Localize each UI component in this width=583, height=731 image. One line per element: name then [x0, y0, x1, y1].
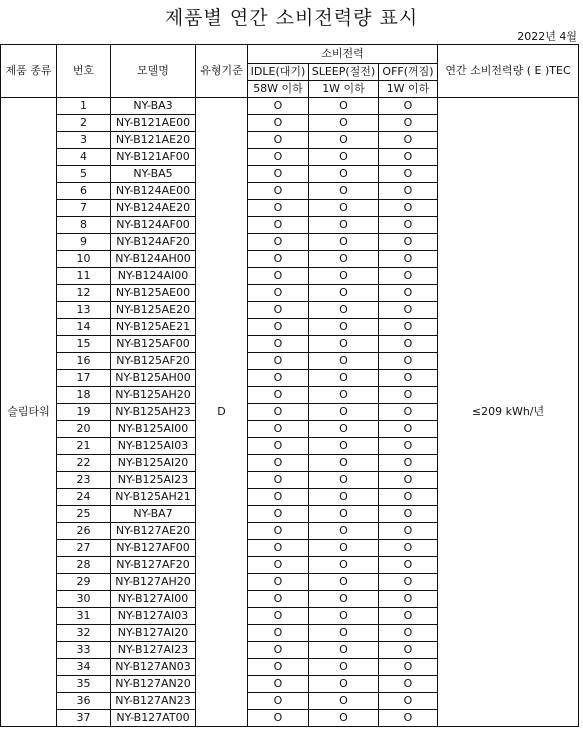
- sleep-compliance-mark: O: [309, 200, 379, 217]
- row-number: 2: [57, 115, 111, 132]
- sleep-compliance-mark: O: [309, 421, 379, 438]
- row-number: 34: [57, 659, 111, 676]
- idle-compliance-mark: O: [248, 319, 309, 336]
- model-name: NY-B127AI23: [111, 642, 196, 659]
- sleep-compliance-mark: O: [309, 472, 379, 489]
- model-name: NY-B125AH20: [111, 387, 196, 404]
- row-number: 29: [57, 574, 111, 591]
- off-compliance-mark: O: [379, 642, 438, 659]
- sleep-compliance-mark: O: [309, 285, 379, 302]
- off-compliance-mark: O: [379, 98, 438, 115]
- row-number: 26: [57, 523, 111, 540]
- idle-compliance-mark: O: [248, 540, 309, 557]
- sleep-compliance-mark: O: [309, 387, 379, 404]
- off-compliance-mark: O: [379, 149, 438, 166]
- row-number: 4: [57, 149, 111, 166]
- model-name: NY-B125AH21: [111, 489, 196, 506]
- off-compliance-mark: O: [379, 710, 438, 727]
- off-compliance-mark: O: [379, 370, 438, 387]
- idle-compliance-mark: O: [248, 370, 309, 387]
- row-number: 32: [57, 625, 111, 642]
- row-number: 16: [57, 353, 111, 370]
- row-number: 18: [57, 387, 111, 404]
- model-name: NY-B125AI00: [111, 421, 196, 438]
- off-compliance-mark: O: [379, 166, 438, 183]
- sleep-compliance-mark: O: [309, 319, 379, 336]
- off-compliance-mark: O: [379, 115, 438, 132]
- row-number: 22: [57, 455, 111, 472]
- off-compliance-mark: O: [379, 574, 438, 591]
- idle-compliance-mark: O: [248, 455, 309, 472]
- page-title: 제품별 연간 소비전력량 표시: [164, 7, 419, 29]
- model-name: NY-B125AI20: [111, 455, 196, 472]
- idle-compliance-mark: O: [248, 489, 309, 506]
- off-compliance-mark: O: [379, 302, 438, 319]
- row-number: 6: [57, 183, 111, 200]
- row-number: 27: [57, 540, 111, 557]
- model-name: NY-B127AH20: [111, 574, 196, 591]
- row-number: 8: [57, 217, 111, 234]
- header-idle-limit: 58W 이하: [248, 81, 309, 98]
- idle-compliance-mark: O: [248, 608, 309, 625]
- model-name: NY-B124AE20: [111, 200, 196, 217]
- model-name: NY-B125AI23: [111, 472, 196, 489]
- sleep-compliance-mark: O: [309, 676, 379, 693]
- idle-compliance-mark: O: [248, 676, 309, 693]
- model-name: NY-B127AF00: [111, 540, 196, 557]
- row-number: 35: [57, 676, 111, 693]
- off-compliance-mark: O: [379, 200, 438, 217]
- model-name: NY-B127AN20: [111, 676, 196, 693]
- model-name: NY-B125AI03: [111, 438, 196, 455]
- sleep-compliance-mark: O: [309, 523, 379, 540]
- sleep-compliance-mark: O: [309, 506, 379, 523]
- idle-compliance-mark: O: [248, 472, 309, 489]
- row-number: 19: [57, 404, 111, 421]
- off-compliance-mark: O: [379, 353, 438, 370]
- off-compliance-mark: O: [379, 625, 438, 642]
- off-compliance-mark: O: [379, 455, 438, 472]
- idle-compliance-mark: O: [248, 251, 309, 268]
- idle-compliance-mark: O: [248, 302, 309, 319]
- row-number: 31: [57, 608, 111, 625]
- model-name: NY-B127AI00: [111, 591, 196, 608]
- off-compliance-mark: O: [379, 591, 438, 608]
- model-name: NY-B121AE20: [111, 132, 196, 149]
- row-number: 5: [57, 166, 111, 183]
- row-number: 1: [57, 98, 111, 115]
- idle-compliance-mark: O: [248, 710, 309, 727]
- idle-compliance-mark: O: [248, 166, 309, 183]
- row-number: 25: [57, 506, 111, 523]
- idle-compliance-mark: O: [248, 98, 309, 115]
- idle-compliance-mark: O: [248, 523, 309, 540]
- row-number: 14: [57, 319, 111, 336]
- model-name: NY-B125AE00: [111, 285, 196, 302]
- sleep-compliance-mark: O: [309, 625, 379, 642]
- row-number: 9: [57, 234, 111, 251]
- model-name: NY-B124AF00: [111, 217, 196, 234]
- model-name: NY-B125AE21: [111, 319, 196, 336]
- idle-compliance-mark: O: [248, 387, 309, 404]
- off-compliance-mark: O: [379, 506, 438, 523]
- annual-tec-cell: ≤209 kWh/년: [438, 98, 579, 727]
- off-compliance-mark: O: [379, 608, 438, 625]
- off-compliance-mark: O: [379, 217, 438, 234]
- header-annual-tec: 연간 소비전력량 ( E )TEC: [438, 45, 579, 98]
- idle-compliance-mark: O: [248, 353, 309, 370]
- idle-compliance-mark: O: [248, 625, 309, 642]
- sleep-compliance-mark: O: [309, 302, 379, 319]
- model-name: NY-BA3: [111, 98, 196, 115]
- row-number: 17: [57, 370, 111, 387]
- model-name: NY-B124AH00: [111, 251, 196, 268]
- model-name: NY-B127AI03: [111, 608, 196, 625]
- sleep-compliance-mark: O: [309, 166, 379, 183]
- model-name: NY-B121AF00: [111, 149, 196, 166]
- sleep-compliance-mark: O: [309, 115, 379, 132]
- header-off-limit: 1W 이하: [379, 81, 438, 98]
- model-name: NY-BA5: [111, 166, 196, 183]
- idle-compliance-mark: O: [248, 557, 309, 574]
- type-standard-cell: D: [196, 98, 248, 727]
- idle-compliance-mark: O: [248, 438, 309, 455]
- row-number: 7: [57, 200, 111, 217]
- model-name: NY-B127AT00: [111, 710, 196, 727]
- idle-compliance-mark: O: [248, 183, 309, 200]
- off-compliance-mark: O: [379, 285, 438, 302]
- off-compliance-mark: O: [379, 251, 438, 268]
- idle-compliance-mark: O: [248, 115, 309, 132]
- off-compliance-mark: O: [379, 387, 438, 404]
- idle-compliance-mark: O: [248, 149, 309, 166]
- idle-compliance-mark: O: [248, 421, 309, 438]
- sleep-compliance-mark: O: [309, 98, 379, 115]
- idle-compliance-mark: O: [248, 574, 309, 591]
- header-sleep-limit: 1W 이하: [309, 81, 379, 98]
- idle-compliance-mark: O: [248, 591, 309, 608]
- sleep-compliance-mark: O: [309, 370, 379, 387]
- off-compliance-mark: O: [379, 336, 438, 353]
- header-product-type: 제품 종류: [1, 45, 57, 98]
- power-consumption-table: [0, 44, 579, 727]
- model-name: NY-B125AE20: [111, 302, 196, 319]
- sleep-compliance-mark: O: [309, 251, 379, 268]
- off-compliance-mark: O: [379, 268, 438, 285]
- sleep-compliance-mark: O: [309, 455, 379, 472]
- model-name: NY-B124AF20: [111, 234, 196, 251]
- model-name: NY-B127AN03: [111, 659, 196, 676]
- off-compliance-mark: O: [379, 676, 438, 693]
- off-compliance-mark: O: [379, 557, 438, 574]
- idle-compliance-mark: O: [248, 642, 309, 659]
- sleep-compliance-mark: O: [309, 268, 379, 285]
- off-compliance-mark: O: [379, 421, 438, 438]
- model-name: NY-B124AE00: [111, 183, 196, 200]
- row-number: 15: [57, 336, 111, 353]
- header-sleep: SLEEP(절전): [309, 64, 379, 81]
- header-off: OFF(꺼짐): [379, 64, 438, 81]
- idle-compliance-mark: O: [248, 217, 309, 234]
- off-compliance-mark: O: [379, 540, 438, 557]
- off-compliance-mark: O: [379, 404, 438, 421]
- off-compliance-mark: O: [379, 523, 438, 540]
- row-number: 12: [57, 285, 111, 302]
- sleep-compliance-mark: O: [309, 540, 379, 557]
- sleep-compliance-mark: O: [309, 217, 379, 234]
- sleep-compliance-mark: O: [309, 608, 379, 625]
- row-number: 21: [57, 438, 111, 455]
- model-name: NY-B125AH00: [111, 370, 196, 387]
- sleep-compliance-mark: O: [309, 336, 379, 353]
- model-name: NY-B121AE00: [111, 115, 196, 132]
- sleep-compliance-mark: O: [309, 591, 379, 608]
- row-number: 28: [57, 557, 111, 574]
- model-name: NY-B125AH23: [111, 404, 196, 421]
- row-number: 20: [57, 421, 111, 438]
- idle-compliance-mark: O: [248, 200, 309, 217]
- sleep-compliance-mark: O: [309, 404, 379, 421]
- off-compliance-mark: O: [379, 234, 438, 251]
- sleep-compliance-mark: O: [309, 693, 379, 710]
- sleep-compliance-mark: O: [309, 642, 379, 659]
- header-type-standard: 유형기준: [196, 45, 248, 98]
- row-number: 10: [57, 251, 111, 268]
- model-name: NY-B124AI00: [111, 268, 196, 285]
- row-number: 3: [57, 132, 111, 149]
- header-idle: IDLE(대기): [248, 64, 309, 81]
- row-number: 11: [57, 268, 111, 285]
- off-compliance-mark: O: [379, 438, 438, 455]
- row-number: 24: [57, 489, 111, 506]
- idle-compliance-mark: O: [248, 132, 309, 149]
- row-number: 37: [57, 710, 111, 727]
- off-compliance-mark: O: [379, 693, 438, 710]
- sleep-compliance-mark: O: [309, 557, 379, 574]
- model-name: NY-B127AI20: [111, 625, 196, 642]
- sleep-compliance-mark: O: [309, 489, 379, 506]
- row-number: 13: [57, 302, 111, 319]
- product-type-cell: 슬림타워: [1, 98, 57, 727]
- idle-compliance-mark: O: [248, 506, 309, 523]
- header-power-consumption: 소비전력: [248, 45, 438, 64]
- row-number: 30: [57, 591, 111, 608]
- idle-compliance-mark: O: [248, 404, 309, 421]
- sleep-compliance-mark: O: [309, 710, 379, 727]
- row-number: 23: [57, 472, 111, 489]
- model-name: NY-B125AF20: [111, 353, 196, 370]
- sleep-compliance-mark: O: [309, 234, 379, 251]
- model-name: NY-B127AF20: [111, 557, 196, 574]
- header-number: 번호: [57, 45, 111, 98]
- idle-compliance-mark: O: [248, 285, 309, 302]
- sleep-compliance-mark: O: [309, 353, 379, 370]
- row-number: 36: [57, 693, 111, 710]
- off-compliance-mark: O: [379, 132, 438, 149]
- off-compliance-mark: O: [379, 489, 438, 506]
- sleep-compliance-mark: O: [309, 132, 379, 149]
- header-model: 모델명: [111, 45, 196, 98]
- model-name: NY-BA7: [111, 506, 196, 523]
- row-number: 33: [57, 642, 111, 659]
- sleep-compliance-mark: O: [309, 438, 379, 455]
- idle-compliance-mark: O: [248, 693, 309, 710]
- idle-compliance-mark: O: [248, 268, 309, 285]
- sleep-compliance-mark: O: [309, 574, 379, 591]
- sleep-compliance-mark: O: [309, 149, 379, 166]
- model-name: NY-B127AN23: [111, 693, 196, 710]
- table-row: [1, 98, 579, 115]
- sleep-compliance-mark: O: [309, 183, 379, 200]
- off-compliance-mark: O: [379, 319, 438, 336]
- idle-compliance-mark: O: [248, 336, 309, 353]
- model-name: NY-B127AE20: [111, 523, 196, 540]
- off-compliance-mark: O: [379, 472, 438, 489]
- model-name: NY-B125AF00: [111, 336, 196, 353]
- idle-compliance-mark: O: [248, 659, 309, 676]
- sleep-compliance-mark: O: [309, 659, 379, 676]
- document-date: 2022년 4월: [517, 30, 577, 43]
- idle-compliance-mark: O: [248, 234, 309, 251]
- off-compliance-mark: O: [379, 183, 438, 200]
- off-compliance-mark: O: [379, 659, 438, 676]
